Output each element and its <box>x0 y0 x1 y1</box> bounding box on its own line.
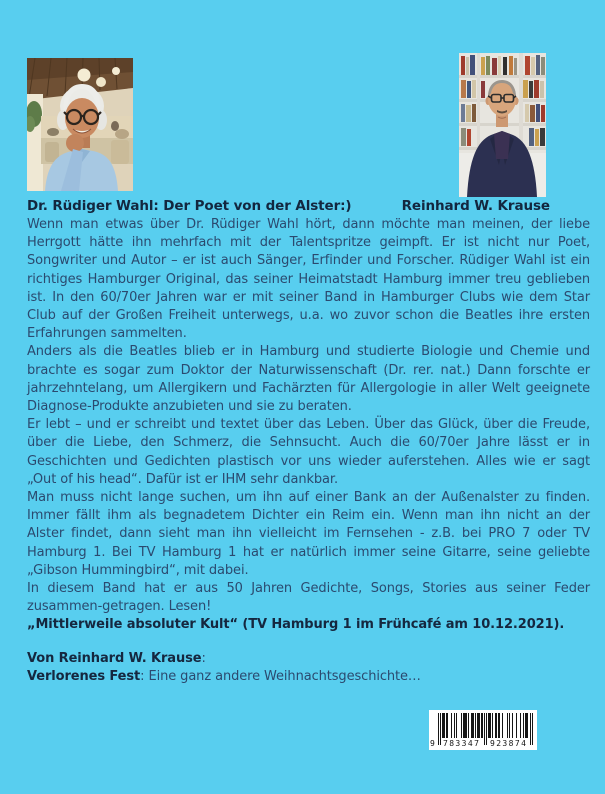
body-paragraph: Er lebt – und er schreibt und textet über das Leben. Über das Glück, über die Freude, über die Liebe, den Schmerz, die Sehnsucht. Auch die 60/70er Jahre lässt er in Geschichten und Gedichten plastisch vor uns wieder auferstehen. Alles wie er sagt „Out of his head“. Dafür ist er IHM sehr dankbar. <box>27 417 590 487</box>
other-work-line <box>27 668 590 686</box>
body-paragraph: Man muss nicht lange suchen, um ihn auf einer Bank an der Außenalster zu finden. Immer fällt ihm als begnadetem Dichter ein Reim ein. Wenn man ihn nicht an der Alster findet, dann sieht man ihn vielleicht im Fernsehen - z.B. bei PRO 7 oder TV Hamburg 1. Bei TV Hamburg 1 hat er natürlich immer seine Gitarre, seine geliebte „Gibson Hummingbird“, mit dabei. <box>27 490 590 578</box>
other-work-subtitle: : Eine ganz andere Weihnachtsgeschichte… <box>140 668 421 684</box>
other-work-title: Verlorenes Fest <box>27 668 141 684</box>
caption-ruediger-wahl: Dr. Rüdiger Wahl: Der Poet von der Alster:) <box>27 198 352 214</box>
barcode-digits-group2: 923874 <box>490 739 528 748</box>
body-paragraph: In diesem Band hat er aus 50 Jahren Gedichte, Songs, Stories aus seiner Feder zusammen-getragen. Lesen! <box>27 581 590 615</box>
back-cover-blurb <box>27 216 590 686</box>
spacer <box>27 635 590 650</box>
body-paragraph: Anders als die Beatles blieb er in Hamburg und studierte Biologie und Chemie und brachte es sogar zum Doktor der Naturwissenschaft (Dr. rer. nat.) Dann forschte er jahrzehntelang, um Allergikern und Fachärzten für Allergologie in aller Welt geeignete Diagnose-Produkte anzubieten und sie zu beraten. <box>27 344 590 415</box>
photo-reinhard-krause <box>459 53 546 197</box>
author-works-heading <box>27 650 590 668</box>
barcode-digits-group1: 783347 <box>443 739 481 748</box>
press-quote: „Mittlerweile absoluter Kult“ (TV Hamburg 1 im Frühcafé am 10.12.2021). <box>27 617 565 633</box>
caption-reinhard-krause: Reinhard W. Krause <box>401 198 550 214</box>
author-works-heading-colon: : <box>201 650 206 666</box>
isbn-barcode <box>429 710 537 750</box>
barcode-digit-first: 9 <box>430 739 435 748</box>
photo-ruediger-wahl <box>27 58 133 191</box>
body-paragraph: Wenn man etwas über Dr. Rüdiger Wahl hört, dann möchte man meinen, der liebe Herrgott hätte ihn mehrfach mit der Talentspritze geimpft. Er ist nicht nur Poet, Songwriter und Autor – er ist auch Sänger, Erfinder und Forscher. Rüdiger Wahl ist ein richtiges Hamburger Original, das seiner Heimatstadt Hamburg immer treu geblieben ist. In den 60/70er Jahren war er mit seiner Band in Hamburger Clubs wie dem Star Club auf der Großen Freiheit unterwegs, u.a. wo zuvor schon die Beatles ihre ersten Erfahrungen sammelten. <box>27 217 590 342</box>
author-works-heading-bold: Von Reinhard W. Krause <box>27 650 202 666</box>
